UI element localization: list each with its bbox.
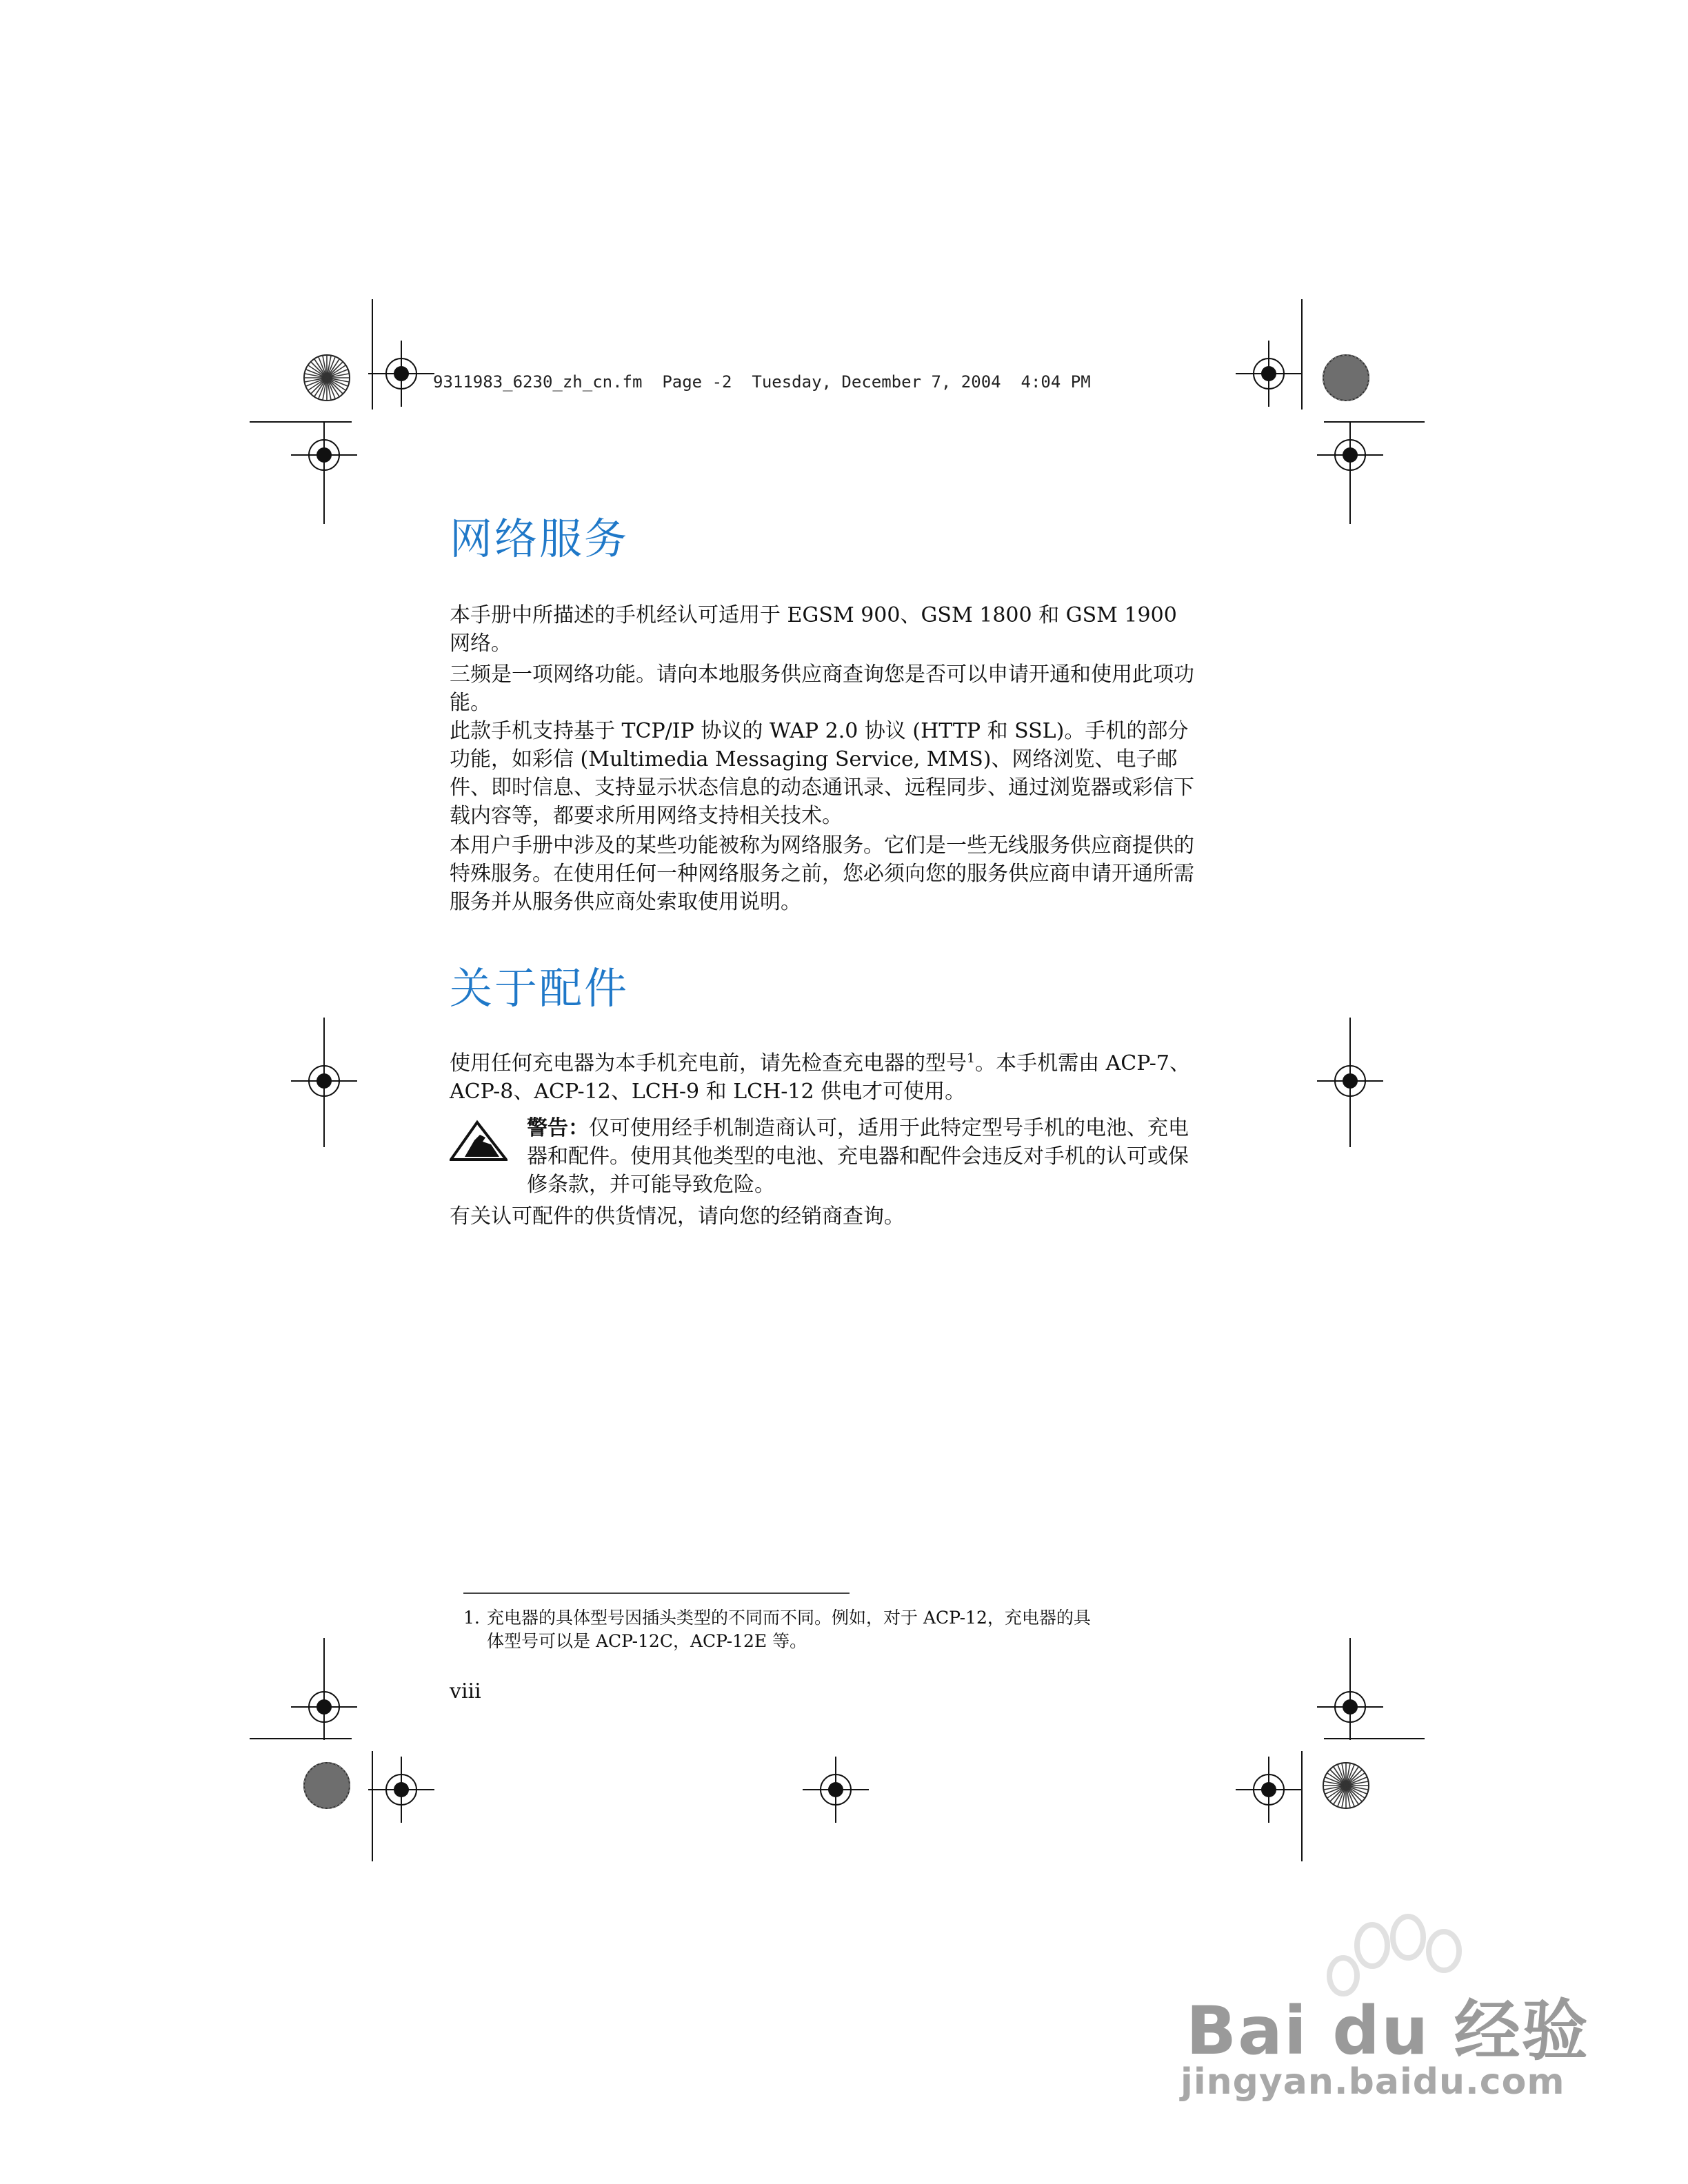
warning-label: 警告：	[527, 1116, 589, 1140]
charger-text-a: 使用任何充电器为本手机充电前，请先检查充电器的型号	[450, 1051, 967, 1075]
footnote-line-2: 体型号可以是 ACP-12C，ACP-12E 等。	[487, 1631, 807, 1651]
footnote-number: 1.	[463, 1608, 480, 1628]
paragraph-wap-support: 此款手机支持基于 TCP/IP 协议的 WAP 2.0 协议 (HTTP 和 SSL)。手机的部分功能，如彩信 (Multimedia Messaging Service, MMS)、网络浏览、电子邮件、即时信息、支持显示状态信息的动态通讯录、远程同步、通过浏览器或彩信下载内容等，都要求所用网络支持相关技术。	[450, 719, 1194, 828]
watermark-brand: Bai du 经验	[1186, 1992, 1589, 2070]
page-number: viii	[450, 1679, 481, 1703]
paragraph-accessory-availability: 有关认可配件的供货情况，请向您的经销商查询。	[450, 1204, 905, 1228]
footnote-line-1	[463, 1606, 1153, 1630]
paragraph-charger-models	[450, 1049, 1201, 1106]
warning-body: 仅可使用经手机制造商认可，适用于此特定型号手机的电池、充电器和配件。使用其他类型的电池、充电器和配件会违反对手机的认可或保修条款，并可能导致危险。	[527, 1116, 1189, 1197]
section-title-network-services: 网络服务	[450, 514, 630, 564]
warning-hand-icon	[450, 1120, 508, 1162]
footnote-divider	[463, 1593, 850, 1594]
paragraph-network-services: 本用户手册中涉及的某些功能被称为网络服务。它们是一些无线服务供应商提供的特殊服务。在使用任何一种网络服务之前，您必须向您的服务供应商申请开通所需服务并从服务供应商处索取使用说明。	[450, 833, 1194, 914]
charger-text-b: 。本手机需由 ACP-7、ACP-8、ACP-12、LCH-9 和 LCH-12 供电才可使用。	[450, 1051, 1191, 1104]
footnote	[463, 1606, 1153, 1653]
section-title-accessories: 关于配件	[450, 963, 630, 1013]
file-header: 9311983_6230_zh_cn.fm Page -2 Tuesday, December 7, 2004 4:04 PM	[433, 372, 1091, 392]
paragraph-network-bands: 本手册中所描述的手机经认可适用于 EGSM 900、GSM 1800 和 GSM 1900 网络。	[450, 603, 1177, 656]
watermark-url: jingyan.baidu.com	[1180, 2061, 1565, 2103]
warning-text	[527, 1114, 1201, 1199]
paragraph-triband: 三频是一项网络功能。请向本地服务供应商查询您是否可以申请开通和使用此项功能。	[450, 663, 1194, 715]
footnote-text-1: 充电器的具体型号因插头类型的不同而不同。例如，对于 ACP-12，充电器的具	[487, 1608, 1091, 1628]
footnote-reference: 1	[967, 1051, 976, 1066]
